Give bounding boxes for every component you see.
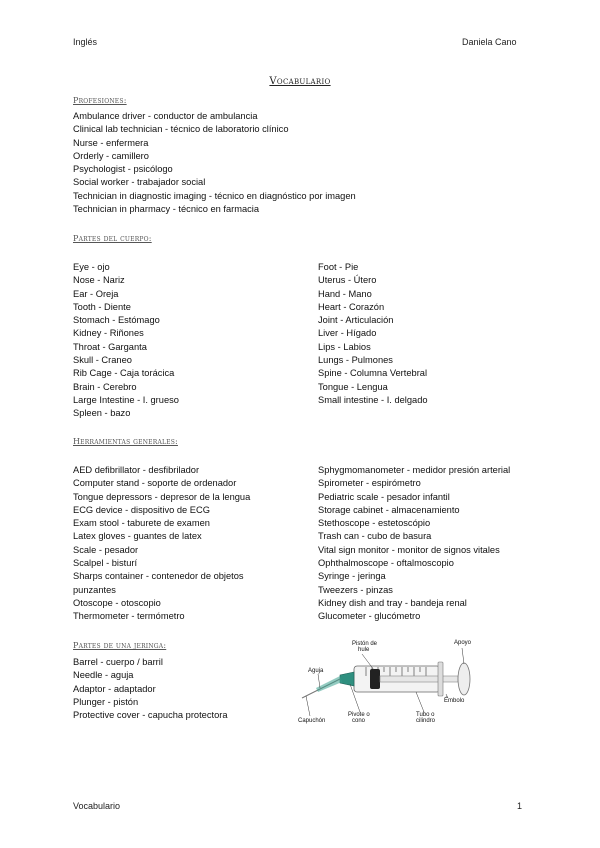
barrel-flange	[438, 662, 443, 696]
vocab-item: AED defibrillator - desfibrilador	[73, 465, 200, 475]
section-heading-cuerpo: Partes del cuerpo:	[73, 234, 152, 243]
jeringa-list	[73, 656, 228, 722]
vocab-item: Computer stand - soporte de ordenador	[73, 478, 237, 489]
vocab-item: Tweezers - pinzas	[318, 584, 393, 595]
label-capuchon: Capuchón	[298, 718, 326, 724]
vocab-item: Ambulance driver - conductor de ambulancia	[73, 111, 258, 121]
page-title: Vocabulario	[269, 76, 331, 87]
vocab-item: Tongue - Lengua	[318, 381, 388, 392]
label-embolo: Émbolo	[444, 698, 465, 704]
profesiones-list	[73, 110, 356, 216]
vocab-item: Lips - Labios	[318, 341, 371, 352]
vocab-item: Exam stool - taburete de examen	[73, 518, 210, 529]
vocab-item: Joint - Articulación	[318, 315, 394, 326]
label-piston-head-2: hule	[358, 647, 370, 653]
vocab-item: Plunger - pistón	[73, 696, 139, 707]
vocab-item: Kidney - Riñones	[73, 328, 144, 339]
section-heading-profesiones: Profesiones:	[73, 96, 127, 105]
vocab-item: Large Intestine - I. grueso	[73, 394, 179, 405]
vocab-item: Skull - Craneo	[73, 355, 132, 366]
section-heading-jeringa: Partes de una jeringa:	[73, 641, 167, 650]
vocab-item: punzantes	[73, 584, 116, 595]
vocab-item: Spirometer - espirómetro	[318, 478, 421, 489]
vocab-item: Tongue depressors - depresor de la lengua	[73, 491, 251, 502]
vocab-item: Uterus - Útero	[318, 275, 377, 286]
vocab-item: Storage cabinet - almacenamiento	[318, 504, 460, 515]
vocab-item: Ear - Oreja	[73, 288, 119, 299]
plunger-rod	[380, 676, 458, 682]
footer-page-number: 1	[517, 801, 523, 811]
vocab-item: Clinical lab technician - técnico de laboratorio clínico	[73, 124, 289, 135]
vocab-item: Glucometer - glucómetro	[318, 611, 421, 622]
herramientas-list-left	[73, 464, 250, 624]
vocab-item: Orderly - camillero	[73, 150, 149, 161]
vocab-item: Lungs - Pulmones	[318, 355, 393, 366]
vocab-item: Eye - ojo	[73, 262, 110, 272]
plunger-rubber	[370, 669, 380, 689]
vocab-item: Thermometer - termómetro	[73, 611, 185, 622]
vocab-item: Sharps container - contenedor de objetos	[73, 571, 244, 582]
vocab-item: Heart - Corazón	[318, 301, 385, 312]
vocab-item: Sphygmomanometer - medidor presión arterial	[318, 465, 511, 475]
vocab-item: Liver - Hígado	[318, 328, 377, 339]
vocab-item: Scale - pesador	[73, 544, 139, 555]
vocab-item: Syringe - jeringa	[318, 571, 386, 582]
cuerpo-list-left	[73, 261, 179, 421]
vocab-item: Technician in pharmacy - técnico en farmacia	[73, 204, 260, 215]
label-pivote: Pivote o	[348, 712, 370, 718]
vocab-item: Adaptor - adaptador	[73, 683, 156, 694]
vocab-item: Foot - Pie	[318, 262, 359, 272]
header-author: Daniela Cano	[462, 37, 517, 47]
vocab-item: Scalpel - bisturí	[73, 558, 138, 569]
vocab-item: Spleen - bazo	[73, 408, 131, 419]
vocab-item: Nurse - enfermera	[73, 137, 149, 148]
herramientas-list-right	[318, 464, 510, 624]
vocab-item: Hand - Mano	[318, 288, 372, 299]
vocab-item: Trash can - cubo de basura	[318, 531, 432, 542]
footer-title: Vocabulario	[73, 801, 121, 811]
vocab-item: Small intestine - I. delgado	[318, 394, 428, 405]
label-aguja: Aguja	[308, 668, 324, 674]
vocab-item: Stethoscope - estetoscópio	[318, 518, 431, 529]
syringe-diagram	[296, 636, 486, 728]
label-apoyo: Apoyo	[454, 640, 472, 646]
vocab-item: Psychologist - psicólogo	[73, 164, 173, 175]
vocab-item: Spine - Columna Vertebral	[318, 368, 428, 379]
vocab-item: Throat - Garganta	[73, 341, 147, 352]
vocab-item: Vital sign monitor - monitor de signos vitales	[318, 544, 500, 555]
vocab-item: Stomach - Estómago	[73, 315, 160, 326]
thumb-rest	[458, 663, 470, 695]
vocab-item: Protective cover - capucha protectora	[73, 710, 228, 721]
label-tubo-2: cilindro	[416, 718, 436, 724]
vocab-item: Pediatric scale - pesador infantil	[318, 491, 450, 502]
vocab-item: Otoscope - otoscopio	[73, 597, 161, 608]
label-pivote-2: cono	[352, 718, 366, 724]
vocab-item: Nose - Nariz	[73, 275, 125, 286]
label-piston-head: Pistón de	[352, 641, 378, 647]
vocab-item: Rib Cage - Caja torácica	[73, 368, 175, 379]
header-subject: Inglés	[73, 37, 98, 47]
vocab-item: Technician in diagnostic imaging - técnico en diagnóstico por imagen	[73, 190, 356, 201]
vocab-item: Barrel - cuerpo / barril	[73, 657, 163, 667]
vocab-item: Tooth - Diente	[73, 301, 131, 312]
vocab-item: Social worker - trabajador social	[73, 177, 206, 188]
section-heading-herramientas: Herramientas generales:	[73, 437, 178, 446]
cuerpo-list-right	[318, 261, 428, 407]
needle-hub	[340, 672, 354, 686]
vocab-item: ECG device - dispositivo de ECG	[73, 504, 210, 515]
vocab-item: Ophthalmoscope - oftalmoscopio	[318, 558, 454, 569]
vocab-item: Kidney dish and tray - bandeja renal	[318, 597, 467, 608]
vocab-item: Needle - aguja	[73, 670, 134, 681]
label-tubo: Tubo o	[416, 712, 435, 718]
needle-cap	[316, 676, 342, 692]
vocab-item: Brain - Cerebro	[73, 381, 137, 392]
vocab-item: Latex gloves - guantes de latex	[73, 531, 202, 542]
